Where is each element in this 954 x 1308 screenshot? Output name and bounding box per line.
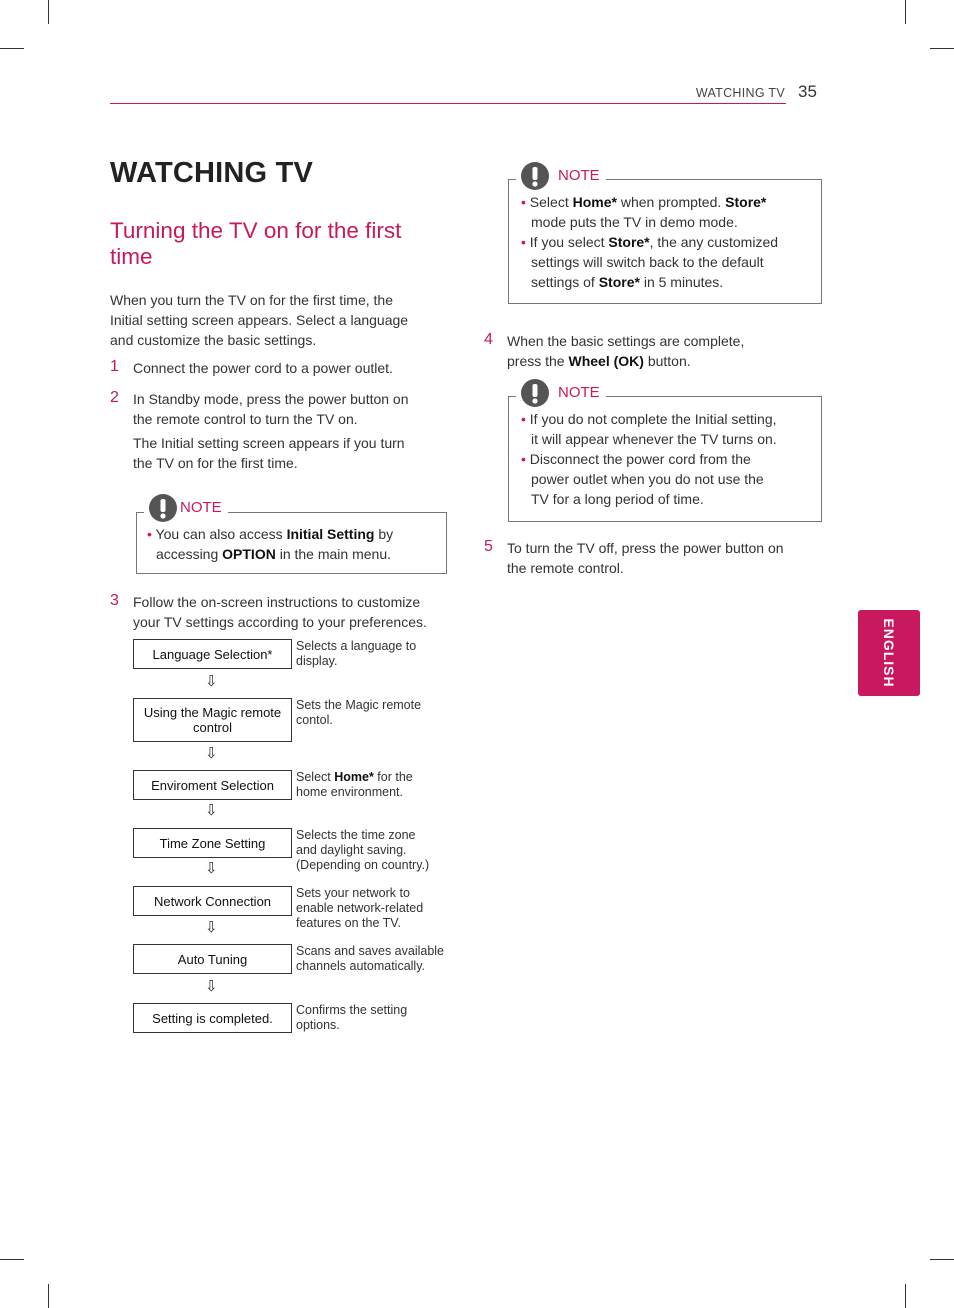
bullet-icon: • bbox=[147, 526, 152, 542]
bullet-icon: • bbox=[521, 411, 526, 427]
down-arrow-icon: ⇩ bbox=[205, 919, 218, 936]
exclamation-icon bbox=[520, 378, 550, 408]
header-rule bbox=[110, 103, 786, 104]
note-heading bbox=[144, 493, 228, 523]
crop-mark bbox=[0, 48, 24, 49]
note-line: settings will switch back to the default bbox=[531, 254, 764, 270]
note-text: If you do not complete the Initial setting, bbox=[529, 411, 777, 427]
side-tab-label: ENGLISH bbox=[881, 618, 897, 688]
section-subtitle bbox=[110, 218, 460, 270]
flow-desc bbox=[296, 770, 456, 800]
crop-mark bbox=[0, 1259, 24, 1260]
step-text bbox=[507, 331, 827, 371]
step-number: 1 bbox=[110, 358, 119, 375]
note-line bbox=[521, 409, 817, 429]
note-text: Select bbox=[529, 194, 573, 210]
flow-desc-line: options. bbox=[296, 1018, 340, 1032]
crop-mark bbox=[905, 1284, 906, 1308]
flow-desc-line: (Depending on country.) bbox=[296, 858, 430, 872]
flow-desc-line: home environment. bbox=[296, 785, 404, 799]
crop-mark bbox=[930, 1259, 954, 1260]
step-bold: Wheel (OK) bbox=[568, 353, 644, 369]
note-bold: Home* bbox=[572, 194, 617, 210]
step-line: To turn the TV off, press the power button on bbox=[507, 540, 784, 556]
note-line bbox=[531, 272, 817, 292]
intro-line: and customize the basic settings. bbox=[110, 332, 317, 348]
note-heading bbox=[516, 378, 606, 408]
flow-desc-line: and daylight saving. bbox=[296, 843, 407, 857]
flow-desc bbox=[296, 698, 456, 728]
note-text: by bbox=[374, 526, 394, 542]
flow-desc bbox=[296, 944, 456, 974]
step-number: 2 bbox=[110, 389, 119, 406]
step-text bbox=[133, 592, 463, 632]
down-arrow-icon: ⇩ bbox=[205, 802, 218, 819]
flow-desc-line: channels automatically. bbox=[296, 959, 426, 973]
flow-desc bbox=[296, 639, 456, 669]
note-text: accessing bbox=[156, 546, 223, 562]
intro-paragraph bbox=[110, 290, 460, 350]
page-number: 35 bbox=[798, 82, 817, 101]
step-number: 3 bbox=[110, 592, 119, 609]
crop-mark bbox=[930, 48, 954, 49]
note-bold: Store* bbox=[608, 234, 650, 250]
note-bold: Store* bbox=[725, 194, 767, 210]
note-text: You can also access bbox=[155, 526, 287, 542]
step-text bbox=[133, 389, 453, 429]
down-arrow-icon: ⇩ bbox=[205, 860, 218, 877]
note-heading bbox=[516, 161, 606, 191]
step-line: The Initial setting screen appears if you turn bbox=[133, 435, 405, 451]
flow-desc-line: display. bbox=[296, 654, 338, 668]
flow-box-completed: Setting is completed. bbox=[133, 1003, 292, 1033]
page-title: WATCHING TV bbox=[110, 157, 314, 189]
note-label: NOTE bbox=[558, 166, 600, 184]
flow-desc-line: Selects the time zone bbox=[296, 828, 416, 842]
intro-line: Initial setting screen appears. Select a language bbox=[110, 312, 409, 328]
note-text: Disconnect the power cord from the bbox=[529, 451, 751, 467]
step-text-part: press the bbox=[507, 353, 569, 369]
note-bold: OPTION bbox=[222, 546, 276, 562]
step-text: Connect the power cord to a power outlet. bbox=[133, 360, 393, 376]
crop-mark bbox=[48, 1284, 49, 1308]
note-text: in 5 minutes. bbox=[639, 274, 724, 290]
note-line bbox=[521, 192, 817, 212]
step-text bbox=[507, 538, 827, 578]
exclamation-icon bbox=[148, 493, 178, 523]
step-line: the remote control to turn the TV on. bbox=[133, 411, 358, 427]
step-line: When the basic settings are complete, bbox=[507, 333, 745, 349]
crop-mark bbox=[905, 0, 906, 24]
bullet-icon: • bbox=[521, 451, 526, 467]
flow-box-network: Network Connection bbox=[133, 886, 292, 916]
step-number: 5 bbox=[484, 538, 493, 555]
down-arrow-icon: ⇩ bbox=[205, 745, 218, 762]
bullet-icon: • bbox=[521, 234, 526, 250]
note-line bbox=[521, 449, 817, 469]
flow-desc-line: features on the TV. bbox=[296, 916, 401, 930]
flow-desc-line: Sets your network to bbox=[296, 886, 410, 900]
note-text: If you select bbox=[529, 234, 609, 250]
flow-box-language: Language Selection* bbox=[133, 639, 292, 669]
step-line: the remote control. bbox=[507, 560, 624, 576]
step-subtext bbox=[133, 433, 453, 473]
down-arrow-icon: ⇩ bbox=[205, 673, 218, 690]
flow-desc-text: for the bbox=[373, 770, 413, 784]
flow-box-line: Using the Magic remote bbox=[143, 705, 282, 720]
flow-box-time-zone: Time Zone Setting bbox=[133, 828, 292, 858]
note-label: NOTE bbox=[558, 383, 600, 401]
note-line bbox=[156, 544, 446, 564]
note-text: settings of bbox=[531, 274, 599, 290]
flow-box-line: control bbox=[192, 720, 233, 735]
flow-desc-line: Selects a language to bbox=[296, 639, 417, 653]
crop-mark bbox=[48, 0, 49, 24]
step-line bbox=[507, 351, 827, 371]
flow-desc bbox=[296, 1003, 456, 1033]
note-bold: Store* bbox=[598, 274, 640, 290]
flow-box-environment: Enviroment Selection bbox=[133, 770, 292, 800]
step-line: In Standby mode, press the power button on bbox=[133, 391, 409, 407]
flow-desc-text: Select bbox=[296, 770, 335, 784]
down-arrow-icon: ⇩ bbox=[205, 978, 218, 995]
step-line: Follow the on-screen instructions to customize bbox=[133, 594, 421, 610]
language-side-tab bbox=[858, 610, 920, 696]
flow-desc-line: Confirms the setting bbox=[296, 1003, 408, 1017]
flow-desc bbox=[296, 886, 456, 931]
note-label: NOTE bbox=[180, 498, 222, 516]
flow-desc-line: contol. bbox=[296, 713, 333, 727]
subtitle-line: time bbox=[110, 244, 153, 269]
exclamation-icon bbox=[520, 161, 550, 191]
note-line: mode puts the TV in demo mode. bbox=[531, 214, 738, 230]
note-text: when prompted. bbox=[616, 194, 726, 210]
note-bold: Initial Setting bbox=[286, 526, 375, 542]
note-text: , the any customized bbox=[649, 234, 779, 250]
running-header: WATCHING TV bbox=[695, 86, 785, 100]
flow-box-magic-remote bbox=[133, 698, 292, 742]
note-line: power outlet when you do not use the bbox=[531, 471, 764, 487]
note-line bbox=[521, 232, 817, 252]
flow-desc-line: enable network-related bbox=[296, 901, 424, 915]
note-line: TV for a long period of time. bbox=[531, 491, 704, 507]
flow-desc bbox=[296, 828, 456, 873]
flow-desc-line: Sets the Magic remote bbox=[296, 698, 422, 712]
step-number: 4 bbox=[484, 331, 493, 348]
flow-box-auto-tuning: Auto Tuning bbox=[133, 944, 292, 974]
bullet-icon: • bbox=[521, 194, 526, 210]
note-line: it will appear whenever the TV turns on. bbox=[531, 431, 777, 447]
step-line: the TV on for the first time. bbox=[133, 455, 298, 471]
flow-desc-line: Scans and saves available bbox=[296, 944, 445, 958]
step-line: your TV settings according to your preferences. bbox=[133, 614, 427, 630]
note-text: in the main menu. bbox=[275, 546, 391, 562]
flow-desc-line bbox=[296, 770, 456, 785]
intro-line: When you turn the TV on for the first time, the bbox=[110, 292, 393, 308]
subtitle-line: Turning the TV on for the first bbox=[110, 218, 402, 243]
note-line bbox=[147, 524, 442, 544]
flow-desc-bold: Home* bbox=[334, 770, 374, 784]
step-text-part: button. bbox=[643, 353, 691, 369]
